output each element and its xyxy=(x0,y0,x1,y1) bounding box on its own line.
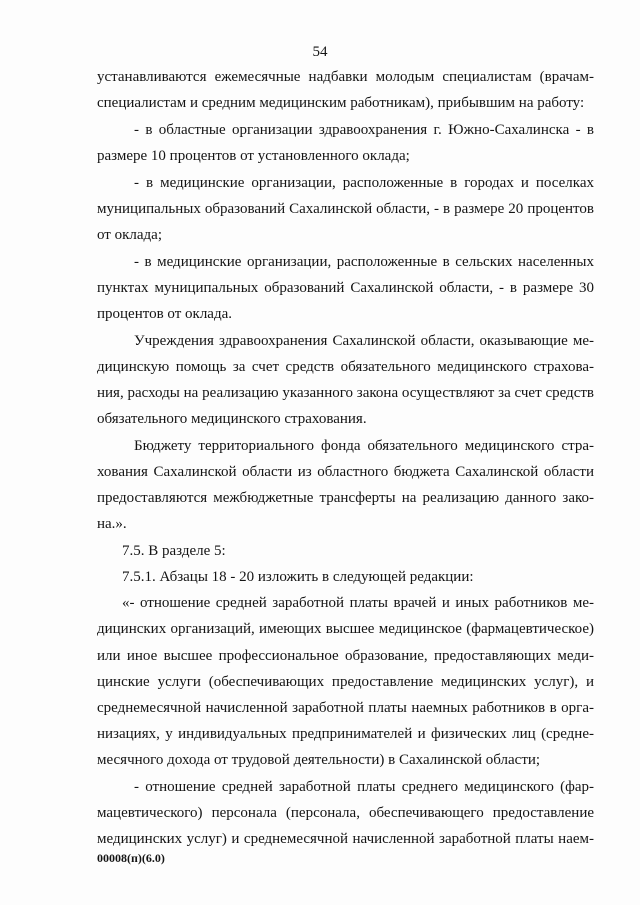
text-line: дицинских организаций, имеющих высшее медицинское (фармацевтическое) xyxy=(97,621,594,637)
text-line: - в медицинские организации, расположенные в сельских населенных xyxy=(134,254,594,270)
text-line: месячного дохода от трудовой деятельности) в Сахалинской области; xyxy=(97,752,541,768)
text-line: 7.5. В разделе 5: xyxy=(122,543,226,559)
text-line: цинские услуги (обеспечивающих предоставление медицинских услуг), и xyxy=(97,674,594,690)
text-line: 7.5.1. Абзацы 18 - 20 изложить в следующей редакции: xyxy=(122,569,474,585)
text-line: на.». xyxy=(97,516,127,532)
text-line: или иное высшее профессиональное образование, предоставляющих меди- xyxy=(97,648,594,664)
text-line: «- отношение средней заработной платы врачей и иных работников ме- xyxy=(122,595,594,611)
text-line: медицинских услуг) и среднемесячной начисленной заработной платы наем- xyxy=(97,831,594,847)
text-line: муниципальных образований Сахалинской области, - в размере 20 процентов xyxy=(97,201,594,217)
page-number: 54 xyxy=(312,44,328,60)
text-line: обязательного медицинского страхования. xyxy=(97,411,367,427)
text-line: ния, расходы на реализацию указанного закона осуществляют за счет средств xyxy=(97,385,594,401)
text-line: устанавливаются ежемесячные надбавки молодым специалистам (врачам- xyxy=(97,69,594,85)
text-line: пунктах муниципальных образований Сахалинской области, - в размере 30 xyxy=(97,280,594,296)
text-line: среднемесячной начисленной заработной платы наемных работников в орга- xyxy=(97,700,594,716)
text-line: специалистам и средним медицинским работникам), прибывшим на работу: xyxy=(97,95,585,111)
text-line: - отношение средней заработной платы среднего медицинского (фар- xyxy=(134,779,594,795)
text-line: низациях, у индивидуальных предпринимателей и физических лиц (средне- xyxy=(97,726,594,742)
text-line: Учреждения здравоохранения Сахалинской области, оказывающие ме- xyxy=(134,333,594,349)
footer-code: 00008(п)(6.0) xyxy=(97,851,165,865)
text-line: - в областные организации здравоохранения г. Южно-Сахалинска - в xyxy=(134,122,594,138)
text-line: размере 10 процентов от установленного оклада; xyxy=(97,148,410,164)
text-line: - в медицинские организации, расположенные в городах и поселках xyxy=(134,175,594,191)
text-line: предоставляются межбюджетные трансферты на реализацию данного зако- xyxy=(97,490,594,506)
text-line: дицинскую помощь за счет средств обязательного медицинского страхова- xyxy=(97,359,594,375)
text-line: от оклада; xyxy=(97,227,162,243)
text-line: мацевтического) персонала (персонала, обеспечивающего предоставление xyxy=(97,805,594,821)
text-line: процентов от оклада. xyxy=(97,306,233,322)
text-line: хования Сахалинской области из областного бюджета Сахалинской области xyxy=(97,464,594,480)
text-line: Бюджету территориального фонда обязательного медицинского стра- xyxy=(134,438,594,454)
